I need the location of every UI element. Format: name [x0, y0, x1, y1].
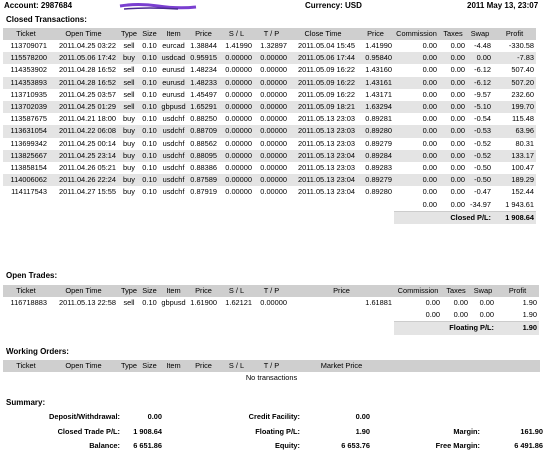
table-cell: 0.00000	[254, 101, 289, 113]
table-cell: 1.43160	[357, 64, 394, 76]
table-row	[3, 101, 536, 113]
table-cell: 114006062	[3, 174, 49, 186]
table-cell: 1.62121	[219, 297, 254, 309]
table-row	[3, 52, 536, 64]
table-cell: 0.00	[439, 64, 467, 76]
summary-floating-pl-label: Floating P/L:	[255, 427, 300, 436]
table-cell: 2011.04.25 03:57	[49, 89, 118, 101]
table-cell: 0.00000	[219, 113, 254, 125]
table-row	[3, 125, 536, 137]
margin-label: Margin:	[453, 427, 480, 436]
currency-label: Currency: USD	[305, 1, 362, 10]
column-header: Open Time	[49, 360, 118, 372]
table-cell: 113710935	[3, 89, 49, 101]
total-cell: 0.00	[439, 198, 467, 211]
table-cell: eurcad	[159, 40, 188, 52]
table-cell: 0.00	[470, 297, 496, 309]
table-row	[3, 162, 536, 174]
table-cell: eurusd	[159, 77, 188, 89]
column-header: Open Time	[49, 285, 118, 297]
closed-transactions-title: Closed Transactions:	[6, 15, 87, 24]
table-cell: 0.87919	[188, 186, 219, 198]
total-cell: 1.90	[496, 309, 539, 322]
table-cell: 80.31	[493, 138, 536, 150]
table-cell: 2011.05.09 16:22	[289, 77, 357, 89]
table-cell: 0.89279	[357, 138, 394, 150]
totals-row	[3, 309, 539, 322]
table-cell: 0.00000	[254, 89, 289, 101]
column-header: Ticket	[3, 360, 49, 372]
table-cell: 0.00	[394, 138, 439, 150]
table-cell: 0.00	[394, 52, 439, 64]
table-cell: -0.54	[467, 113, 493, 125]
column-header: Market Price	[289, 360, 394, 372]
table-cell: 0.00000	[219, 138, 254, 150]
table-cell: -4.48	[467, 40, 493, 52]
column-header: Swap	[470, 285, 496, 297]
table-cell: -330.58	[493, 40, 536, 52]
table-cell: 2011.05.13 23:04	[289, 174, 357, 186]
table-cell: eurusd	[159, 64, 188, 76]
table-cell: -0.52	[467, 150, 493, 162]
table-header-row	[3, 360, 540, 372]
table-cell: buy	[118, 52, 140, 64]
table-cell: 2011.05.13 23:04	[289, 186, 357, 198]
balance-value: 6 651.86	[133, 441, 162, 450]
table-cell: 115578200	[3, 52, 49, 64]
table-cell: 0.00000	[219, 64, 254, 76]
table-cell: eurusd	[159, 89, 188, 101]
table-cell: 0.89283	[357, 162, 394, 174]
table-cell: 0.00	[467, 52, 493, 64]
table-cell: 0.89279	[357, 174, 394, 186]
table-cell: buy	[118, 150, 140, 162]
table-cell: 0.00000	[219, 174, 254, 186]
table-cell: 0.00000	[219, 101, 254, 113]
column-header: Size	[140, 28, 159, 40]
table-cell: 0.00000	[254, 138, 289, 150]
table-cell: 0.00000	[254, 125, 289, 137]
table-cell: 0.10	[140, 64, 159, 76]
table-row	[3, 64, 536, 76]
table-cell: -5.10	[467, 101, 493, 113]
table-cell: 0.95840	[357, 52, 394, 64]
table-cell: 0.00000	[219, 89, 254, 101]
table-cell: 113631054	[3, 125, 49, 137]
table-cell: 0.88095	[188, 150, 219, 162]
table-cell: buy	[118, 125, 140, 137]
table-cell: 0.00	[439, 101, 467, 113]
deposit-value: 0.00	[147, 412, 162, 421]
table-cell: 2011.05.13 23:03	[289, 162, 357, 174]
report-datetime: 2011 May 13, 23:07	[467, 1, 539, 10]
table-cell: 114353893	[3, 77, 49, 89]
column-header: Item	[159, 360, 188, 372]
table-cell: usdcad	[159, 52, 188, 64]
table-cell: 1.48233	[188, 77, 219, 89]
table-cell: 115.48	[493, 113, 536, 125]
table-cell: 2011.04.25 01:29	[49, 101, 118, 113]
table-cell: 2011.04.27 15:55	[49, 186, 118, 198]
column-header: S / L	[219, 285, 254, 297]
table-row	[3, 89, 536, 101]
table-cell: 0.00000	[254, 174, 289, 186]
column-header: Size	[140, 360, 159, 372]
table-cell: 0.00000	[219, 186, 254, 198]
table-cell: 0.10	[140, 113, 159, 125]
table-cell: usdchf	[159, 113, 188, 125]
table-cell: 2011.04.26 05:21	[49, 162, 118, 174]
table-row	[3, 186, 536, 198]
table-cell: 0.00	[439, 40, 467, 52]
pl-row	[3, 211, 536, 224]
table-cell: 0.00	[394, 64, 439, 76]
table-cell: 0.88250	[188, 113, 219, 125]
table-cell: 0.10	[140, 162, 159, 174]
column-header: Commission	[394, 28, 439, 40]
table-cell: 0.00	[394, 125, 439, 137]
column-header: T / P	[254, 360, 289, 372]
total-cell: 0.00	[442, 309, 470, 322]
table-row	[3, 40, 536, 52]
table-cell: 0.00	[439, 113, 467, 125]
table-cell: 2011.05.13 22:58	[49, 297, 118, 309]
column-header: Price	[289, 285, 394, 297]
table-cell: 2011.05.13 23:03	[289, 138, 357, 150]
table-cell: 2011.05.04 15:45	[289, 40, 357, 52]
table-cell: usdchf	[159, 186, 188, 198]
summary-floating-pl-value: 1.90	[355, 427, 370, 436]
table-cell: 0.00000	[254, 297, 289, 309]
table-cell: 2011.04.26 22:24	[49, 174, 118, 186]
table-header-row	[3, 28, 536, 40]
table-cell: 2011.04.28 16:52	[49, 77, 118, 89]
table-cell: sell	[118, 64, 140, 76]
table-cell: 113825667	[3, 150, 49, 162]
pl-label: Floating P/L:	[394, 322, 496, 335]
table-cell: 507.20	[493, 77, 536, 89]
table-cell: 0.89280	[357, 186, 394, 198]
table-cell: 0.00000	[254, 77, 289, 89]
table-cell: 1.41990	[219, 40, 254, 52]
balance-label: Balance:	[89, 441, 120, 450]
table-row	[3, 113, 536, 125]
table-cell: 0.10	[140, 77, 159, 89]
table-cell: 0.00	[394, 174, 439, 186]
table-cell: 0.00000	[254, 186, 289, 198]
table-cell: 0.10	[140, 89, 159, 101]
table-cell: 0.89280	[357, 125, 394, 137]
pl-label: Closed P/L:	[394, 211, 493, 224]
table-cell: sell	[118, 101, 140, 113]
table-cell: sell	[118, 297, 140, 309]
table-cell: usdchf	[159, 150, 188, 162]
table-cell: gbpusd	[159, 297, 188, 309]
margin-value: 161.90	[520, 427, 543, 436]
table-cell: sell	[118, 40, 140, 52]
column-header: Price	[357, 28, 394, 40]
column-header: Type	[118, 28, 140, 40]
table-cell: 113702039	[3, 101, 49, 113]
table-cell: 2011.04.25 03:22	[49, 40, 118, 52]
total-cell: 0.00	[394, 198, 439, 211]
table-row	[3, 77, 536, 89]
table-cell: 0.00	[394, 89, 439, 101]
table-cell: 0.00000	[254, 52, 289, 64]
column-header: Profit	[496, 285, 539, 297]
column-header: Price	[188, 28, 219, 40]
table-cell: usdchf	[159, 174, 188, 186]
table-cell: 0.00	[394, 297, 442, 309]
column-header: S / L	[219, 360, 254, 372]
table-cell: 0.00000	[254, 64, 289, 76]
working-orders-title: Working Orders:	[6, 347, 69, 356]
table-cell: usdchf	[159, 138, 188, 150]
table-cell: 0.10	[140, 40, 159, 52]
table-cell: 0.00000	[254, 113, 289, 125]
table-cell: 1.45497	[188, 89, 219, 101]
table-cell: 1.32897	[254, 40, 289, 52]
pl-value: 1.90	[496, 322, 539, 335]
table-cell: 0.00	[439, 138, 467, 150]
table-cell: 0.89281	[357, 113, 394, 125]
table-cell: 2011.05.13 23:04	[289, 150, 357, 162]
table-cell: 2011.05.06 17:42	[49, 52, 118, 64]
table-cell: 2011.05.09 18:21	[289, 101, 357, 113]
table-cell: usdchf	[159, 125, 188, 137]
table-row	[3, 174, 536, 186]
table-row	[3, 297, 539, 309]
table-cell: 0.00	[439, 52, 467, 64]
table-cell: 113699342	[3, 138, 49, 150]
table-cell: 1.61900	[188, 297, 219, 309]
table-cell: 113709071	[3, 40, 49, 52]
table-cell: 2011.04.22 06:08	[49, 125, 118, 137]
table-cell: 0.10	[140, 125, 159, 137]
table-cell: 1.90	[496, 297, 539, 309]
pl-value: 1 908.64	[493, 211, 536, 224]
closed-trade-pl-label: Closed Trade P/L:	[57, 427, 120, 436]
column-header: Swap	[467, 28, 493, 40]
table-cell: buy	[118, 138, 140, 150]
redaction-scribble	[118, 2, 198, 12]
table-cell: -9.57	[467, 89, 493, 101]
equity-label: Equity:	[274, 441, 300, 450]
table-cell: 199.70	[493, 101, 536, 113]
table-cell: buy	[118, 174, 140, 186]
column-header: Size	[140, 285, 159, 297]
closed-transactions-table	[3, 28, 536, 224]
table-cell: 0.89284	[357, 150, 394, 162]
table-cell: 2011.04.28 16:52	[49, 64, 118, 76]
table-cell: 0.10	[140, 52, 159, 64]
table-cell: 1.48234	[188, 64, 219, 76]
table-cell: buy	[118, 113, 140, 125]
column-header: Item	[159, 285, 188, 297]
column-header: Profit	[493, 28, 536, 40]
table-cell: 2011.05.06 17:44	[289, 52, 357, 64]
table-cell: -6.12	[467, 77, 493, 89]
column-header: Type	[118, 360, 140, 372]
table-cell: 0.00000	[219, 125, 254, 137]
free-margin-value: 6 491.86	[514, 441, 543, 450]
column-header	[394, 360, 540, 372]
table-cell: 1.61881	[289, 297, 394, 309]
table-cell: 113587675	[3, 113, 49, 125]
table-cell: 2011.05.09 16:22	[289, 64, 357, 76]
column-header: Commission	[394, 285, 442, 297]
table-cell: 0.00	[439, 89, 467, 101]
table-cell: -0.52	[467, 138, 493, 150]
table-cell: 1.43161	[357, 77, 394, 89]
table-cell: 0.00	[394, 77, 439, 89]
no-transactions-text: No transactions	[3, 372, 540, 384]
table-cell: 152.44	[493, 186, 536, 198]
table-cell: 0.00000	[219, 77, 254, 89]
table-cell: 114117543	[3, 186, 49, 198]
table-cell: 0.00	[394, 101, 439, 113]
table-cell: 0.00000	[219, 52, 254, 64]
table-cell: -0.50	[467, 174, 493, 186]
table-cell: -0.53	[467, 125, 493, 137]
table-cell: 2011.05.13 23:03	[289, 125, 357, 137]
table-cell: -0.47	[467, 186, 493, 198]
table-cell: 0.00000	[219, 150, 254, 162]
table-cell: buy	[118, 186, 140, 198]
column-header: Taxes	[439, 28, 467, 40]
column-header: Ticket	[3, 28, 49, 40]
column-header: Type	[118, 285, 140, 297]
table-cell: 0.00	[439, 186, 467, 198]
column-header: Price	[188, 285, 219, 297]
pl-row	[3, 322, 539, 335]
table-cell: 114353902	[3, 64, 49, 76]
table-cell: buy	[118, 162, 140, 174]
table-cell: 0.88386	[188, 162, 219, 174]
working-orders-table	[3, 360, 540, 384]
credit-facility-value: 0.00	[355, 412, 370, 421]
table-cell: 133.17	[493, 150, 536, 162]
table-cell: 0.00	[394, 186, 439, 198]
table-cell: 0.00	[394, 40, 439, 52]
table-cell: 2011.04.21 18:00	[49, 113, 118, 125]
table-cell: 113858154	[3, 162, 49, 174]
table-cell: 232.60	[493, 89, 536, 101]
total-cell: -34.97	[467, 198, 493, 211]
table-cell: 0.88709	[188, 125, 219, 137]
table-cell: 0.00	[394, 150, 439, 162]
table-cell: 0.00	[439, 77, 467, 89]
total-cell: 0.00	[470, 309, 496, 322]
summary-title: Summary:	[6, 398, 46, 407]
table-cell: 0.00	[442, 297, 470, 309]
table-cell: 0.00	[439, 125, 467, 137]
table-cell: 116718883	[3, 297, 49, 309]
table-cell: 2011.04.25 00:14	[49, 138, 118, 150]
table-cell: usdchf	[159, 162, 188, 174]
table-cell: 189.29	[493, 174, 536, 186]
credit-facility-label: Credit Facility:	[248, 412, 300, 421]
table-row	[3, 150, 536, 162]
column-header: S / L	[219, 28, 254, 40]
closed-trade-pl-value: 1 908.64	[133, 427, 162, 436]
equity-value: 6 653.76	[341, 441, 370, 450]
table-cell: 0.00	[439, 162, 467, 174]
table-cell: 507.40	[493, 64, 536, 76]
free-margin-label: Free Margin:	[435, 441, 480, 450]
table-cell: 0.00000	[254, 162, 289, 174]
table-cell: 100.47	[493, 162, 536, 174]
report-header	[0, 0, 555, 12]
column-header: Price	[188, 360, 219, 372]
table-cell: 0.10	[140, 174, 159, 186]
column-header: Close Time	[289, 28, 357, 40]
table-cell: -0.50	[467, 162, 493, 174]
table-cell: 0.10	[140, 297, 159, 309]
table-header-row	[3, 285, 539, 297]
total-cell: 1 943.61	[493, 198, 536, 211]
table-cell: 0.00	[394, 162, 439, 174]
column-header: Item	[159, 28, 188, 40]
table-cell: 0.00	[394, 113, 439, 125]
table-cell: 0.10	[140, 186, 159, 198]
table-cell: 0.00000	[254, 150, 289, 162]
column-header: T / P	[254, 285, 289, 297]
table-cell: 1.65291	[188, 101, 219, 113]
table-row	[3, 138, 536, 150]
table-cell: 0.00	[439, 150, 467, 162]
table-cell: sell	[118, 89, 140, 101]
table-cell: 1.43171	[357, 89, 394, 101]
column-header: Open Time	[49, 28, 118, 40]
table-cell: 2011.05.13 23:03	[289, 113, 357, 125]
table-cell: 0.00000	[219, 162, 254, 174]
column-header: Taxes	[442, 285, 470, 297]
table-cell: -6.12	[467, 64, 493, 76]
table-cell: 1.41990	[357, 40, 394, 52]
open-trades-title: Open Trades:	[6, 271, 58, 280]
table-cell: 0.88562	[188, 138, 219, 150]
table-cell: 0.00	[439, 174, 467, 186]
table-cell: 0.95915	[188, 52, 219, 64]
table-cell: 63.96	[493, 125, 536, 137]
table-cell: 2011.05.09 16:22	[289, 89, 357, 101]
total-cell: 0.00	[394, 309, 442, 322]
totals-row	[3, 198, 536, 211]
table-cell: sell	[118, 77, 140, 89]
table-cell: 1.63294	[357, 101, 394, 113]
deposit-label: Deposit/Withdrawal:	[49, 412, 120, 421]
table-cell: 0.10	[140, 138, 159, 150]
table-cell: 0.87589	[188, 174, 219, 186]
table-cell: gbpusd	[159, 101, 188, 113]
table-cell: -7.83	[493, 52, 536, 64]
table-cell: 0.10	[140, 101, 159, 113]
open-trades-table	[3, 285, 539, 335]
column-header: Ticket	[3, 285, 49, 297]
table-cell: 1.38844	[188, 40, 219, 52]
account-number: Account: 2987684	[4, 1, 73, 10]
table-cell: 0.10	[140, 150, 159, 162]
table-cell: 2011.04.25 23:14	[49, 150, 118, 162]
column-header: T / P	[254, 28, 289, 40]
